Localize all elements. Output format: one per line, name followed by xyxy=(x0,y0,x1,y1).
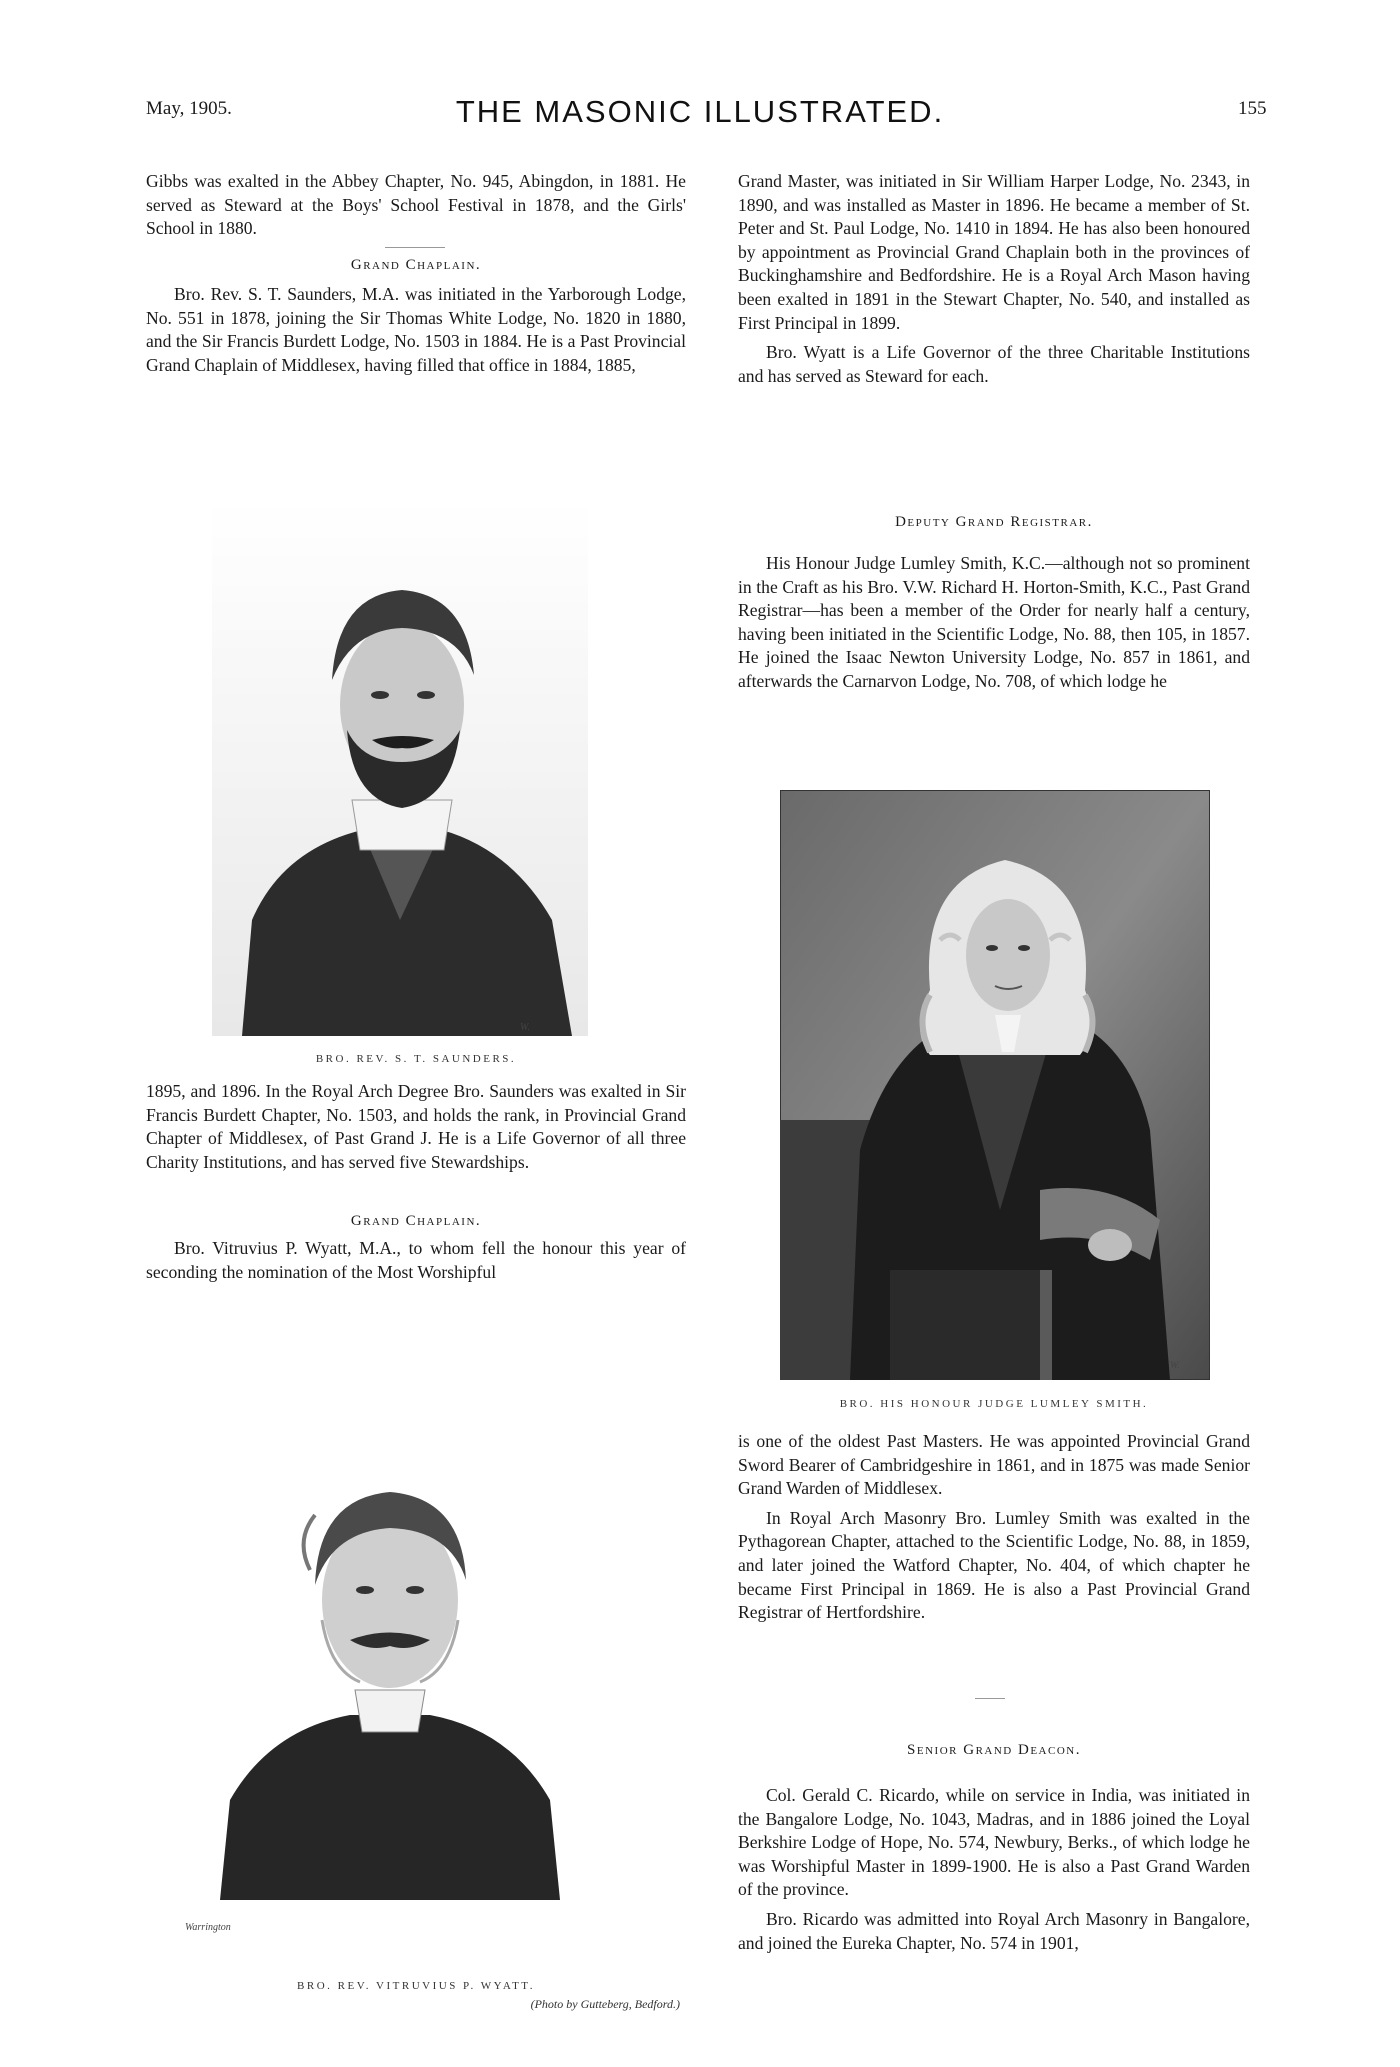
paragraph-wyatt-1: Bro. Vitruvius P. Wyatt, M.A., to whom fell the honour this year of seconding the nomination of the Most Worshipful xyxy=(146,1238,686,1282)
right-column-ricardo xyxy=(738,1784,1250,1961)
section-divider xyxy=(385,247,445,248)
portrait-lumley-smith xyxy=(780,790,1210,1380)
issue-date: May, 1905. xyxy=(146,98,232,119)
right-column-top xyxy=(738,170,1250,394)
section-divider-2 xyxy=(975,1698,1005,1699)
heading-grand-chaplain-2: Grand Chaplain. xyxy=(350,1213,482,1229)
paragraph-ricardo-1: Col. Gerald C. Ricardo, while on service in India, was initiated in the Bangalore Lodge, No. 1043, Madras, and in 1886 joined the Loyal Berkshire Lodge of Hope, No. 574, Newbury, Berks., of which lodge he was Worshipful Master in 1899-1900. He is also a Past Grand Warden of the province. xyxy=(738,1785,1250,1900)
paragraph-lumley-1: His Honour Judge Lumley Smith, K.C.—although not so prominent in the Craft as his Bro. V.W. Richard H. Horton-Smith, K.C., Past Grand Registrar—has been a member of the Order for nearly half a century, having been initiated in the Scientific Lodge, No. 88, then 105, in 1857. He joined the Isaac Newton University Lodge, No. 857 in 1861, and afterwards the Carnarvon Lodge, No. 708, of which lodge he xyxy=(738,553,1250,691)
engraver-signature-lumley: W. xyxy=(1170,1360,1180,1371)
paragraph-saunders-2: 1895, and 1896. In the Royal Arch Degree Bro. Saunders was exalted in Sir Francis Burdett Chapter, No. 1503, and holds the rank, in Provincial Grand Chapter of Middlesex, of Past Grand J. He is a Life Governor of all three Charity Institutions, and has served five Stewardships. xyxy=(146,1081,686,1172)
engraver-signature: W. xyxy=(520,1022,530,1033)
paragraph-lumley-2: is one of the oldest Past Masters. He was appointed Provincial Grand Sword Bearer of Cambridgeshire in 1861, and in 1875 was made Senior Grand Warden of Middlesex. xyxy=(738,1431,1250,1499)
paragraph-wyatt-2: Grand Master, was initiated in Sir William Harper Lodge, No. 2343, in 1890, and was installed as Master in 1896. He became a member of St. Peter and St. Paul Lodge, No. 1410 in 1894. He has also been honoured by appointment as Provincial Grand Chaplain both in the provinces of Buckinghamshire and Bedfordshire. He is a Royal Arch Mason having been exalted in 1891 in the Stewart Chapter, No. 540, and installed as First Principal in 1899. xyxy=(738,171,1250,333)
right-column-lumley-cont xyxy=(738,1430,1250,1631)
caption-lumley-smith: BRO. HIS HONOUR JUDGE LUMLEY SMITH. xyxy=(839,1398,1149,1410)
caption-saunders: BRO. REV. S. T. SAUNDERS. xyxy=(315,1053,517,1065)
paragraph-ricardo-2: Bro. Ricardo was admitted into Royal Arch Masonry in Bangalore, and joined the Eureka Chapter, No. 574 in 1901, xyxy=(738,1908,1250,1953)
heading-grand-chaplain: Grand Chaplain. xyxy=(350,257,482,273)
right-column-lumley xyxy=(738,552,1250,700)
page-number: 155 xyxy=(1238,98,1267,119)
heading-deputy-grand-registrar: Deputy Grand Registrar. xyxy=(895,514,1093,530)
paragraph-lumley-3: In Royal Arch Masonry Bro. Lumley Smith was exalted in the Pythagorean Chapter, attached to the Scientific Lodge, No. 88, in 1859, and later joined the Watford Chapter, No. 404, of which chapter he became First Principal in 1869. He is also a Past Provincial Grand Registrar of Hertfordshire. xyxy=(738,1507,1250,1623)
paragraph-saunders-1: Bro. Rev. S. T. Saunders, M.A. was initiated in the Yarborough Lodge, No. 551 in 1878, joining the Sir Thomas White Lodge, No. 1820 in 1880, and the Sir Francis Burdett Lodge, No. 1503 in 1884. He is a Past Provincial Grand Chaplain of Middlesex, having filled that office in 1884, 1885, xyxy=(146,284,686,375)
paragraph-wyatt-3: Bro. Wyatt is a Life Governor of the three Charitable Institutions and has served as Steward for each. xyxy=(738,342,1250,386)
signature-wyatt: Warrington xyxy=(185,1922,231,1933)
left-column-saunders xyxy=(146,283,686,383)
paragraph-gibbs: Gibbs was exalted in the Abbey Chapter, No. 945, Abingdon, in 1881. He served as Steward at the Boys' School Festival in 1878, and the Girls' School in 1880. xyxy=(146,171,686,239)
portrait-saunders-image xyxy=(212,500,588,1036)
left-column-saunders-cont xyxy=(146,1080,686,1180)
heading-senior-grand-deacon: Senior Grand Deacon. xyxy=(907,1742,1081,1758)
left-column-top xyxy=(146,170,686,247)
portrait-lumley-smith-image xyxy=(780,790,1210,1380)
caption-wyatt: BRO. REV. VITRUVIUS P. WYATT. xyxy=(297,1980,535,1992)
photo-credit-wyatt: (Photo by Gutteberg, Bedford.) xyxy=(530,1997,680,2011)
portrait-wyatt xyxy=(200,1420,580,1900)
portrait-wyatt-image xyxy=(200,1420,580,1900)
publication-title: THE MASONIC ILLUSTRATED. xyxy=(455,94,945,129)
portrait-saunders xyxy=(212,500,588,1036)
left-column-wyatt xyxy=(146,1237,686,1290)
